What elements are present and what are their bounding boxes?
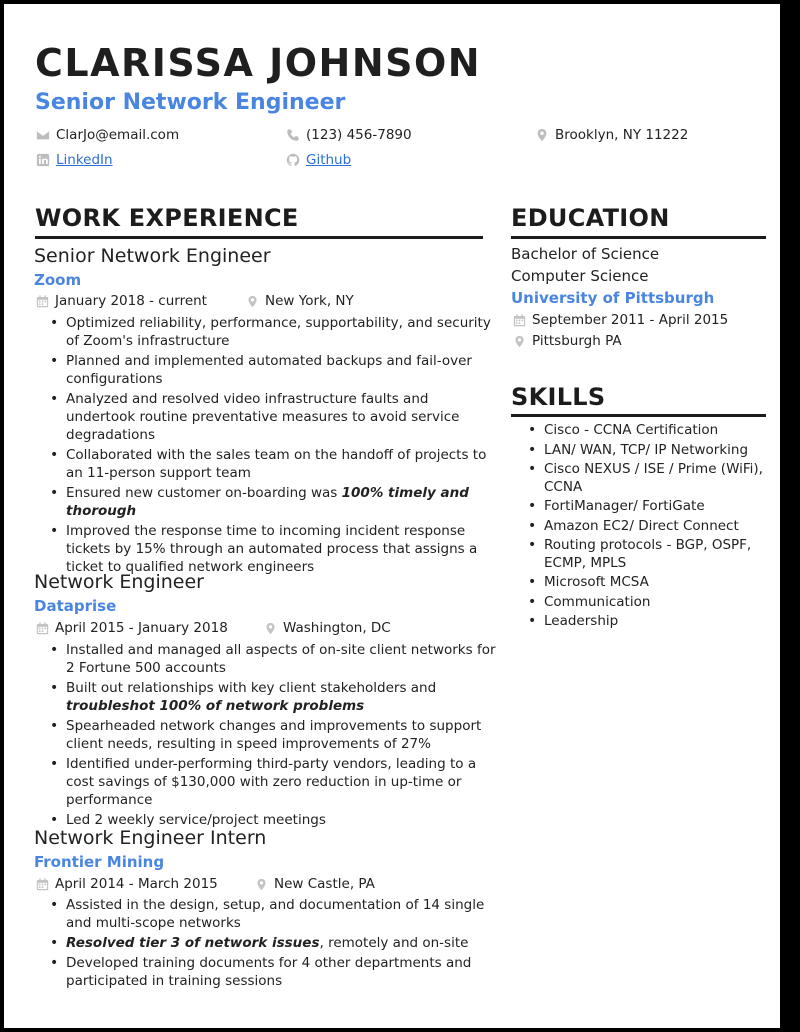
list-item: • Planned and implemented automated backups and fail-over configurations (66, 352, 496, 388)
calendar-icon (36, 295, 49, 308)
calendar-icon (36, 878, 49, 891)
contact-phone (286, 127, 412, 143)
github-link[interactable]: Github (306, 152, 352, 168)
dates-text: January 2018 - current (55, 293, 207, 309)
list-item (66, 679, 496, 715)
contact-github[interactable] (286, 152, 351, 168)
bullet-text: Built out relationships with key client stakeholders and (66, 680, 437, 696)
contact-email (36, 127, 179, 143)
skill-item: • LAN/ WAN, TCP/ IP Networking (544, 442, 780, 460)
location-text: New Castle, PA (274, 876, 375, 892)
contact-linkedin[interactable] (36, 152, 113, 168)
skills-heading: SKILLS (511, 383, 606, 411)
calendar-icon (36, 622, 49, 635)
map-pin-icon (255, 878, 268, 891)
skills-divider (511, 414, 766, 417)
email-text: ClarJo@email.com (56, 127, 180, 143)
job-location (255, 876, 375, 892)
list-item: • Collaborated with the sales team on the handoff of projects to an 11-person support team (66, 446, 496, 482)
job-bullets (48, 896, 496, 992)
skill-item: • Leadership (544, 613, 780, 631)
calendar-icon (513, 314, 526, 327)
list-item: • Analyzed and resolved video infrastructure faults and undertook routine preventative measures to avoid service degradations (66, 390, 496, 444)
skill-item: • Microsoft MCSA (544, 574, 780, 592)
list-item (66, 934, 496, 952)
dates-text: April 2014 - March 2015 (55, 876, 218, 892)
candidate-title: Senior Network Engineer (35, 90, 346, 115)
job-dates (36, 293, 207, 309)
emphasis-text: Resolved tier 3 of network issues (66, 935, 320, 951)
location-text: Pittsburgh PA (532, 333, 622, 349)
education-location (513, 333, 622, 349)
phone-text: (123) 456-7890 (306, 127, 412, 143)
skill-item: • FortiManager/ FortiGate (544, 498, 780, 516)
list-item: • Optimized reliability, performance, supportability, and security of Zoom's infrastructure (66, 314, 496, 350)
location-text: Washington, DC (283, 620, 391, 636)
list-item: • Spearheaded network changes and improvements to support client needs, resulting in speed improvements of 27% (66, 717, 496, 753)
envelope-icon (36, 128, 50, 142)
job-location (246, 293, 354, 309)
skill-item: • Communication (544, 594, 780, 612)
field-of-study: Computer Science (511, 267, 649, 285)
emphasis-text: 100% timely and thorough (66, 485, 469, 519)
education-dates (513, 312, 728, 328)
map-pin-icon (264, 622, 277, 635)
company-name: Frontier Mining (34, 853, 165, 871)
candidate-name: CLARISSA JOHNSON (35, 41, 482, 85)
dates-text: April 2015 - January 2018 (55, 620, 228, 636)
work-experience-heading: WORK EXPERIENCE (35, 204, 299, 232)
linkedin-icon (36, 153, 50, 167)
company-name: Dataprise (34, 597, 117, 615)
dates-text: September 2011 - April 2015 (532, 312, 729, 328)
work-divider (35, 236, 483, 239)
skill-item: • Cisco NEXUS / ISE / Prime (WiFi), CCNA (544, 461, 780, 496)
job-location (264, 620, 391, 636)
list-item: • Led 2 weekly service/project meetings (66, 811, 496, 829)
location-text: New York, NY (265, 293, 354, 309)
list-item: • Developed training documents for 4 other departments and participated in training sessions (66, 954, 496, 990)
degree: Bachelor of Science (511, 245, 660, 263)
education-heading: EDUCATION (511, 204, 670, 232)
linkedin-link[interactable]: LinkedIn (56, 152, 113, 168)
contact-location (535, 127, 688, 143)
company-name: Zoom (34, 271, 82, 289)
job-title: Senior Network Engineer (34, 245, 271, 267)
list-item (66, 484, 496, 520)
map-pin-icon (513, 335, 526, 348)
skills-list (526, 422, 780, 633)
list-item: • Improved the response time to incoming incident response tickets by 15% through an automated process that assigns a ticket to qualified network engineers (66, 522, 496, 576)
job-title: Network Engineer Intern (34, 827, 267, 849)
map-pin-icon (535, 128, 549, 142)
emphasis-text: troubleshot 100% of network problems (66, 698, 365, 714)
phone-icon (286, 128, 300, 142)
bullet-text: , remotely and on-site (319, 935, 469, 951)
map-pin-icon (246, 295, 259, 308)
job-bullets (48, 314, 496, 578)
resume-page (4, 4, 780, 1028)
bullet-text: Ensured new customer on-boarding was (66, 485, 342, 501)
skill-item: • Cisco - CCNA Certification (544, 422, 780, 440)
school-name: University of Pittsburgh (511, 289, 715, 307)
location-text: Brooklyn, NY 11222 (555, 127, 689, 143)
job-title: Network Engineer (34, 571, 204, 593)
list-item: • Identified under-performing third-party vendors, leading to a cost savings of $130,000 with zero reduction in up-time or performance (66, 755, 496, 809)
job-dates (36, 620, 228, 636)
job-bullets (48, 641, 496, 831)
github-icon (286, 153, 300, 167)
skill-item: • Amazon EC2/ Direct Connect (544, 518, 780, 536)
job-dates (36, 876, 218, 892)
skill-item: • Routing protocols - BGP, OSPF, ECMP, MPLS (544, 537, 780, 572)
list-item: • Assisted in the design, setup, and documentation of 14 single and multi-scope networks (66, 896, 496, 932)
education-divider (511, 236, 766, 239)
list-item: • Installed and managed all aspects of on-site client networks for 2 Fortune 500 accounts (66, 641, 496, 677)
